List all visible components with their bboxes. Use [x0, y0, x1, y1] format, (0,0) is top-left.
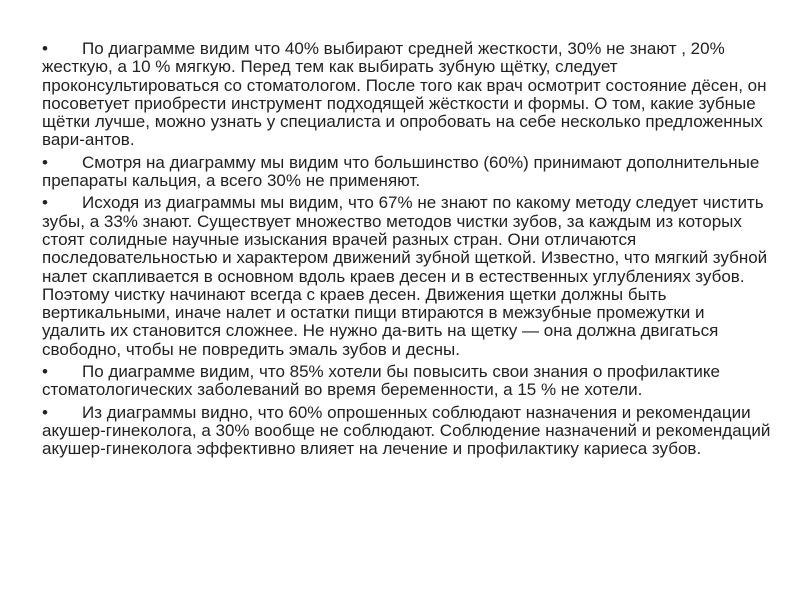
bullet-item-1 [42, 40, 772, 150]
bullet-dot: • [42, 193, 48, 213]
bullet-item-5 [42, 404, 772, 459]
bullet-dot: • [42, 362, 48, 382]
bullet-list [42, 40, 772, 463]
bullet-dot: • [42, 39, 48, 58]
paragraph-5: Из диаграммы видно, что 60% опрошенных соблюдают назначения и рекомендации акушер-гинеколога, а 30% вообще не соблюдают. Соблюдение назначений и рекомендаций акушер-гинеколога эффективно влияет на лечение и профилактику кариеса зубов. [42, 402, 771, 459]
paragraph-2: Смотря на диаграмму мы видим что большинство (60%) принимают дополнительные препараты кальция, а всего 30% не применяют. [42, 152, 760, 191]
bullet-item-3 [42, 194, 772, 359]
paragraph-4: По диаграмме видим, что 85% хотели бы повысить свои знания о профилактике стоматологических заболеваний во время беременности, а 15 % не хотели. [42, 362, 720, 400]
bullet-dot: • [42, 152, 48, 172]
paragraph-1: По диаграмме видим что 40% выбирают средней жесткости, 30% не знают , 20% жесткую, а 10 % мягкую. Перед тем как выбирать зубную щётку, следует проконсультироваться со стоматологом. После того как врач осмотрит состояние дёсен, он посоветует приобрести инструмент подходящей жёсткости и формы. О том, какие зубные щётки лучше, можно узнать у специалиста и опробовать на себе несколько предложенных вари-антов. [42, 39, 767, 150]
bullet-item-4 [42, 363, 772, 400]
paragraph-3: Исходя из диаграммы мы видим, что 67% не знают по какому методу следует чистить зубы, а 33% знают. Существует множество методов чистки зубов, за каждым из которых стоят солидные научные изыскания врачей разных стран. Они отличаются последовательностью и характером движений зубной щеткой. Известно, что мягкий зубной налет скапливается в основном вдоль краев десен и в естественных углублениях зубов. Поэтому чистку начинают всегда с краев десен. Движения щетки должны быть вертикальными, иначе налет и остатки пищи втираются в межзубные промежутки и удалить их становится сложнее. Не нужно да-вить на щетку — она должна двигаться свободно, чтобы не повредить эмаль зубов и десны. [42, 193, 768, 359]
bullet-item-2 [42, 154, 772, 191]
bullet-dot: • [42, 402, 48, 422]
